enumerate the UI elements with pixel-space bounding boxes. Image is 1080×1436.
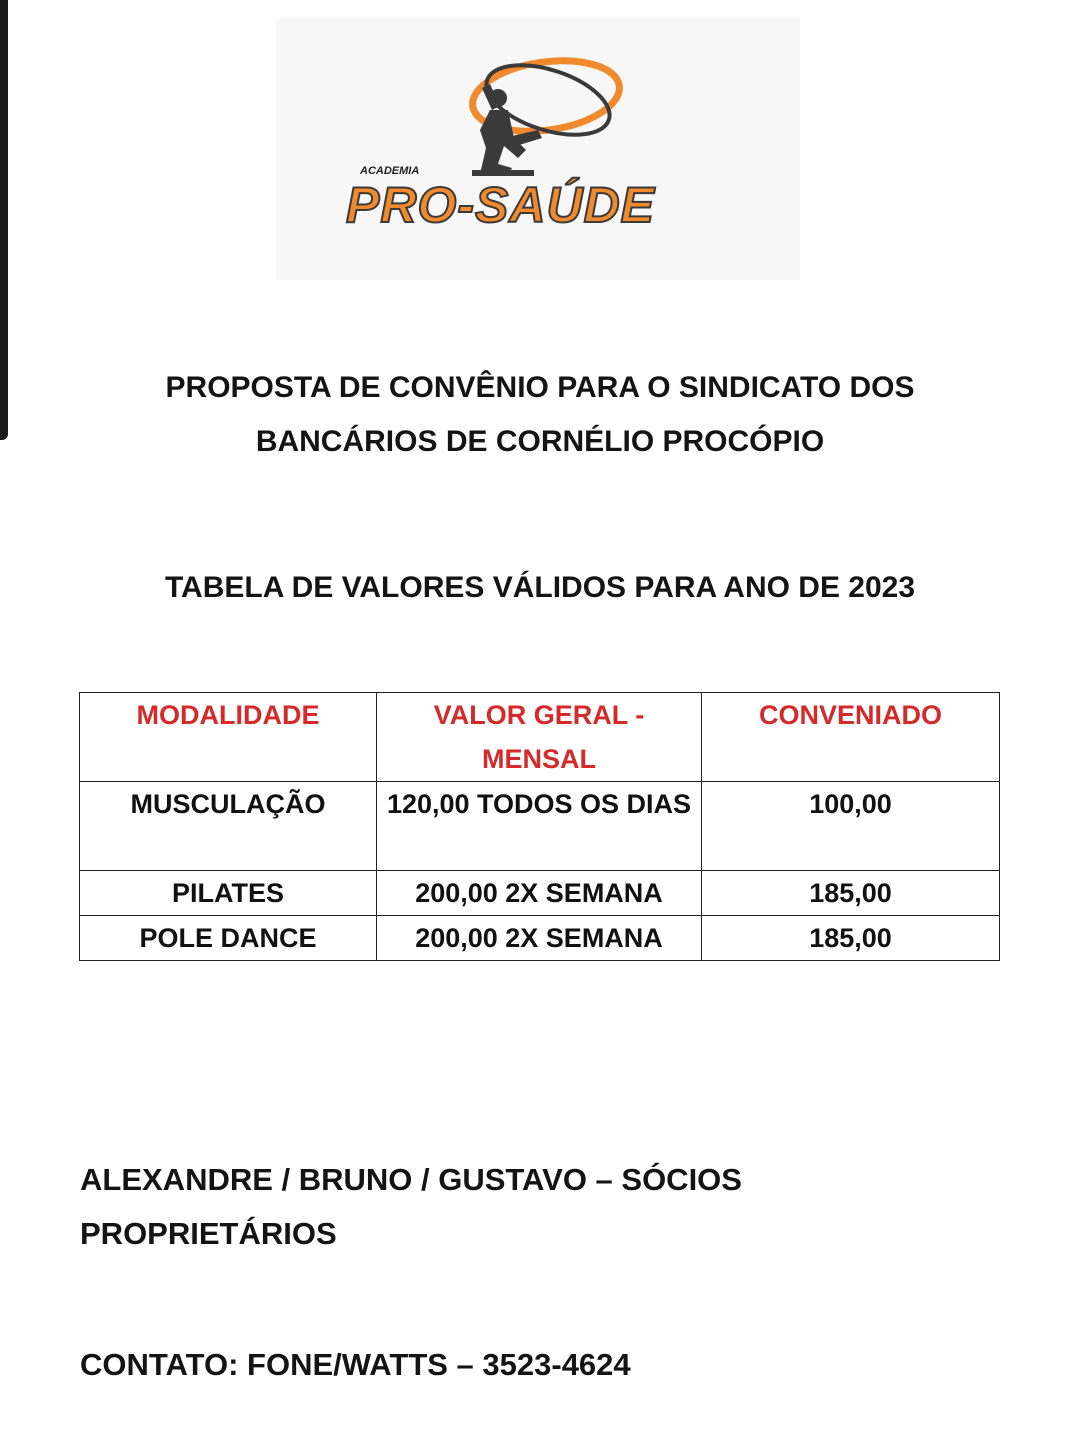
proposal-title-line-1: PROPOSTA DE CONVÊNIO PARA O SINDICATO DOS bbox=[165, 371, 915, 404]
table-row bbox=[80, 782, 1000, 871]
table-cell-modalidade: MUSCULAÇÃO bbox=[80, 782, 377, 871]
proposal-title-line-2: BANCÁRIOS DE CORNÉLIO PROCÓPIO bbox=[255, 425, 825, 458]
table-cell-valor-geral: 200,00 2X SEMANA bbox=[377, 871, 702, 916]
column-header-conveniado: CONVENIADO bbox=[702, 693, 1000, 782]
price-table bbox=[79, 692, 1000, 961]
logo bbox=[276, 18, 800, 280]
table-cell-conveniado: 185,00 bbox=[702, 871, 1000, 916]
contact-text: CONTATO: FONE/WATTS – 3523-4624 bbox=[80, 1347, 631, 1382]
table-header-row bbox=[80, 693, 1000, 782]
table-title: TABELA DE VALORES VÁLIDOS PARA ANO DE 2023 bbox=[164, 571, 916, 604]
table-cell-modalidade: PILATES bbox=[80, 871, 377, 916]
athlete-lifting-globe-icon bbox=[276, 18, 800, 280]
table-row bbox=[80, 916, 1000, 961]
table-cell-conveniado: 185,00 bbox=[702, 916, 1000, 961]
owners-text: ALEXANDRE / BRUNO / GUSTAVO – SÓCIOS PROPRIETÁRIOS bbox=[80, 1162, 742, 1251]
column-header-valor-geral: VALOR GERAL - MENSAL bbox=[377, 693, 702, 782]
table-row bbox=[80, 871, 1000, 916]
logo-subtitle: ACADEMIA bbox=[360, 165, 420, 177]
table-cell-conveniado: 100,00 bbox=[702, 782, 1000, 871]
table-cell-valor-geral: 200,00 2X SEMANA bbox=[377, 916, 702, 961]
proposal-title bbox=[0, 361, 1080, 469]
column-header-modalidade: MODALIDADE bbox=[80, 693, 377, 782]
logo-name: PRO-SAÚDE bbox=[346, 177, 656, 233]
table-cell-valor-geral: 120,00 TODOS OS DIAS bbox=[377, 782, 702, 871]
table-cell-modalidade: POLE DANCE bbox=[80, 916, 377, 961]
